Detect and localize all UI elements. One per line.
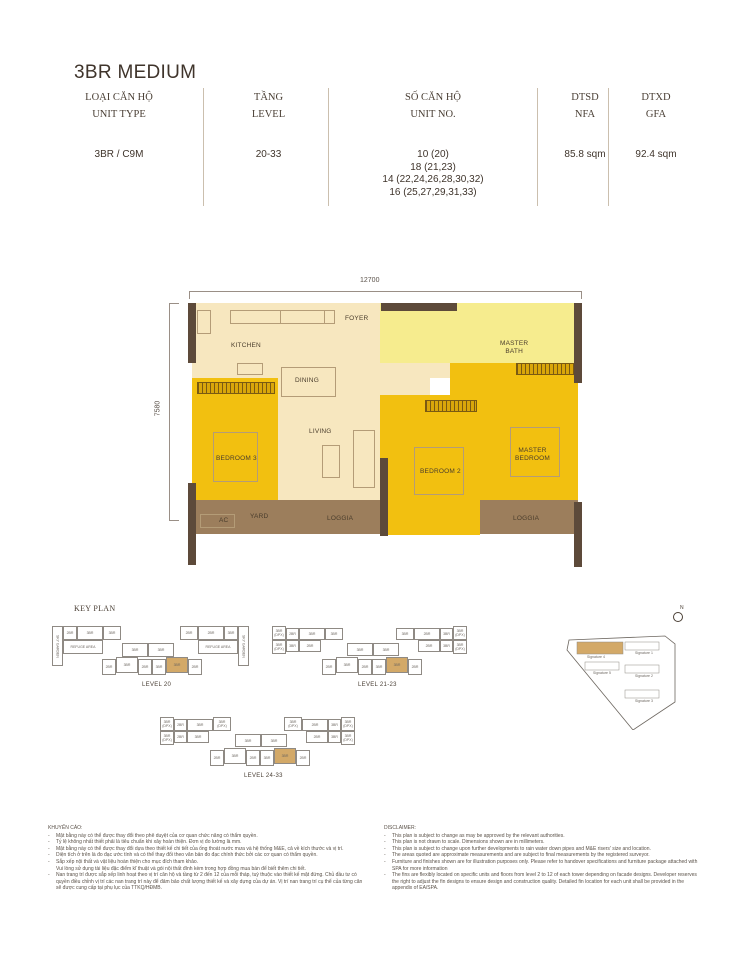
tower-label: Signature 2 [635,674,653,678]
width-dimension-line [189,291,582,299]
note-item: - The areas quoted are approximate measurements and are subject to final measurements by the registered surveyor. [384,852,704,859]
unit: 2BR [286,628,299,640]
wall [188,483,196,565]
wardrobe-bedroom-2 [425,400,477,412]
sky-garden: SKY GARDEN [52,626,63,666]
label-loggia-left: LOGGIA [327,515,354,522]
height-dimension-line [169,303,179,521]
value: 18 (21,23) [410,161,456,173]
unit: 2BR [102,659,116,675]
unit: 3BR [77,626,103,640]
spec-col-unit-no [328,88,537,206]
unit: 2BR [246,750,260,766]
unit: 2BR [306,731,328,743]
key-plan-level-24-33 [160,717,370,777]
key-plan-title: KEY PLAN [74,604,116,613]
unit: 2BR [302,719,328,731]
unit: 2BR [198,626,224,640]
unit-highlighted: 3BR [274,748,296,764]
note-item: - Sắp xếp nội thất và vật liệu hoàn thiện cho mục đích tham khảo. [48,859,368,866]
label-master-bedroom [515,447,550,463]
unit: 3BR [328,731,341,743]
unit: 2BR [180,626,198,640]
kitchen-fridge [197,310,211,334]
unit-highlighted: 3BR [386,657,408,673]
room-bathrooms [380,303,578,363]
north-label: N [680,605,684,611]
unit-dpx: 3BR (DPX) [341,717,355,731]
north-arrow-icon [673,612,683,622]
note-item: - Diện tích ở trên là đo đạc ước tính và có thể thay đổi theo văn bản đo đạc chính thức bởi các cơ quan có thẩm quyền. [48,852,368,859]
note-item: - This plan is not drawn to scale. Dimensions shown are in millimeters. [384,839,704,846]
unit: 3BR [396,628,414,640]
unit: 2BR [210,750,224,766]
label-kitchen: KITCHEN [231,342,261,349]
refuge-area: REFUGE AREA [198,640,238,654]
unit: 2BR [414,628,440,640]
unit: 3BR [187,719,213,731]
unit-dpx: 3BR (DPX) [213,717,231,731]
unit: 3BR [299,628,325,640]
kitchen-sink [237,363,263,375]
site-boundary [563,630,683,730]
page-title: 3BR MEDIUM [74,62,197,83]
tower-label: Signature 1 [635,651,653,655]
unit: 2BR [296,750,310,766]
notes-title: DISCLAIMER: [384,825,416,831]
unit-spec-table [74,88,704,206]
header-vi: LOẠI CĂN HỘ [85,92,153,103]
unit: 3BR [187,731,209,743]
value: 16 (25,27,29,31,33) [389,186,477,198]
unit: 3BR [286,640,299,652]
unit: 3BR [103,626,121,640]
wall [381,303,457,311]
unit: 2BR [322,659,336,675]
note-item: - Mặt bằng này có thể được thay đổi theo phê duyệt của cơ quan chức năng có thẩm quyền. [48,833,368,840]
unit-dpx: 3BR (DPX) [160,731,174,745]
wardrobe-master [516,363,574,375]
header-vi: TẦNG [253,92,284,103]
unit: 3BR [224,626,238,640]
unit: 2BR [188,659,202,675]
value: 14 (22,24,26,28,30,32) [382,174,484,185]
label-line: BATH [505,348,523,355]
tower-label: Signature 4 [587,655,605,659]
coffee-table [322,445,340,478]
unit: 3BR [235,734,261,747]
value: 10 (20) [417,149,449,160]
unit-dpx: 3BR (DPX) [284,717,302,731]
unit: 2BR [408,659,422,675]
unit: 2BR [418,640,440,652]
note-item: - Nan trang trí được sắp xếp linh hoạt theo vị trí căn hộ và tầng từ 2 đến 12 của mỗi tháp, tuỳ thuộc vào thiết kế mặt đứng. Chủ đầu tư có quyền điều chỉnh vị trí các nan trang trí này để đảm bảo chất lượng thiết kế và xây dựng của dự án. Vị trí nan trang trí cụ thể của từng căn sẽ được cung cấp tại phụ lục của TTKQ/HĐMB. [48,872,368,892]
notes-english [384,825,704,892]
header-vi: SỐ CĂN HỘ [404,92,461,103]
unit-dpx: 3BR (DPX) [272,640,286,654]
header-en: UNIT NO. [410,109,456,120]
level-20-label: LEVEL 20 [142,682,172,688]
unit: 3BR [261,734,287,747]
unit: 3BR [328,719,341,731]
label-bedroom-3: BEDROOM 3 [216,455,257,462]
label-master-bath [500,340,528,356]
note-item: - Tỷ lệ không nhất thiết phải là tiêu chuẩn khi xây hoàn thiện. Đơn vị đo lường là mm. [48,839,368,846]
unit: 3BR [148,643,174,657]
wall [380,458,388,536]
unit: 3BR [116,657,138,673]
sky-garden: SKY GARDEN [238,626,249,666]
sofa [353,430,375,488]
unit-dpx: 3BR (DPX) [160,717,174,731]
header-vi: DTXD [641,92,671,103]
header-en: UNIT TYPE [92,109,146,120]
unit: 2BR [174,731,187,743]
unit-highlighted: 3BR [166,657,188,673]
room-hall [380,370,430,395]
note-item: - Furniture and finishes shown are for illustration purposes only. Please refer to handover specifications and furniture package attached with SPA for more information [384,859,704,872]
unit: 3BR [440,628,453,640]
unit-dpx: 3BR (DPX) [453,640,467,654]
header-vi: DTSD [571,92,599,103]
unit: 3BR [336,657,358,673]
site-plan [563,630,683,730]
label-living: LIVING [309,428,332,435]
unit-dpx: 3BR (DPX) [272,626,286,640]
unit: 3BR [260,750,274,766]
notes-title: KHUYẾN CÁO: [48,825,83,831]
key-plan-level-21-23 [272,626,482,686]
value: 20-33 [255,149,282,160]
tower-label: Signature 3 [635,699,653,703]
label-line: BEDROOM [515,455,550,462]
spec-col-gfa [608,88,703,206]
unit: 2BR [174,719,187,731]
height-dimension: 7580 [154,400,162,417]
unit: 3BR [373,643,399,656]
label-ac: AC [219,517,229,524]
unit: 3BR [372,659,386,675]
width-dimension: 12700 [360,277,380,284]
unit: 2BR [63,626,77,640]
wardrobe-bedroom-3 [197,382,275,394]
level-21-23-label: LEVEL 21-23 [358,682,397,688]
spec-col-level [203,88,333,206]
label-line: MASTER [500,340,529,347]
unit: 3BR [347,643,373,656]
label-foyer: FOYER [345,315,369,322]
label-loggia-right: LOGGIA [513,515,540,522]
note-item: - Mặt bằng này có thể được thay đổi dựa theo thiết kế chi tiết của ống thoát nước mưa và hệ thống M&E, cả về kích thước và vị trí. [48,846,368,853]
key-plan-level-20 [52,626,262,686]
wall [574,303,582,383]
spec-col-unit-type [74,88,164,206]
unit: 3BR [224,748,246,764]
unit: 3BR [325,628,343,640]
tower-label: Signature 5 [593,671,611,675]
label-bedroom-2: BEDROOM 2 [420,468,461,475]
note-item: Vui lòng sử dụng tài liệu đặc điểm kĩ thuật và gói nội thất đính kèm trong hợp đồng mua bán để biết thêm chi tiết. [56,865,306,872]
label-line: MASTER [518,447,547,454]
notes-vietnamese [48,825,368,892]
refuge-area: REFUGE AREA [63,640,103,654]
value: 3BR / C9M [94,149,144,160]
wall [188,303,196,363]
label-yard: YARD [250,513,269,520]
ac-unit [200,514,235,528]
value: 85.8 sqm [564,149,606,160]
unit-dpx: 3BR (DPX) [341,731,355,745]
header-en: LEVEL [251,109,286,120]
level-24-33-label: LEVEL 24-33 [244,773,283,779]
unit: 3BR [152,659,166,675]
unit: 3BR [122,643,148,657]
note-item: - This plan is subject to change as may be approved by the relevant authorities. [384,833,704,840]
unit: 2BR [358,659,372,675]
header-en: GFA [645,109,667,120]
unit: 3BR [440,640,453,652]
note-item: - This plan is subject to change upon further developments to rain water down pipes and M&E risers' size and location. [384,846,704,853]
unit-dpx: 3BR (DPX) [453,626,467,640]
note-item: - The fins are flexibly located on specific units and floors from level 2 to 12 of each tower depending on facade designs. Developer reserves the right to adjust the fin designs to ensure design and construction quality. Detailed fin location for each unit shall be provided in the appendix of EA/SPA. [384,872,704,892]
header-en: NFA [574,109,596,120]
kitchen-cabinet [280,310,335,324]
label-dining: DINING [295,377,319,384]
value: 92.4 sqm [635,149,677,160]
wall [574,502,582,567]
unit: 2BR [138,659,152,675]
unit: 2BR [299,640,321,652]
